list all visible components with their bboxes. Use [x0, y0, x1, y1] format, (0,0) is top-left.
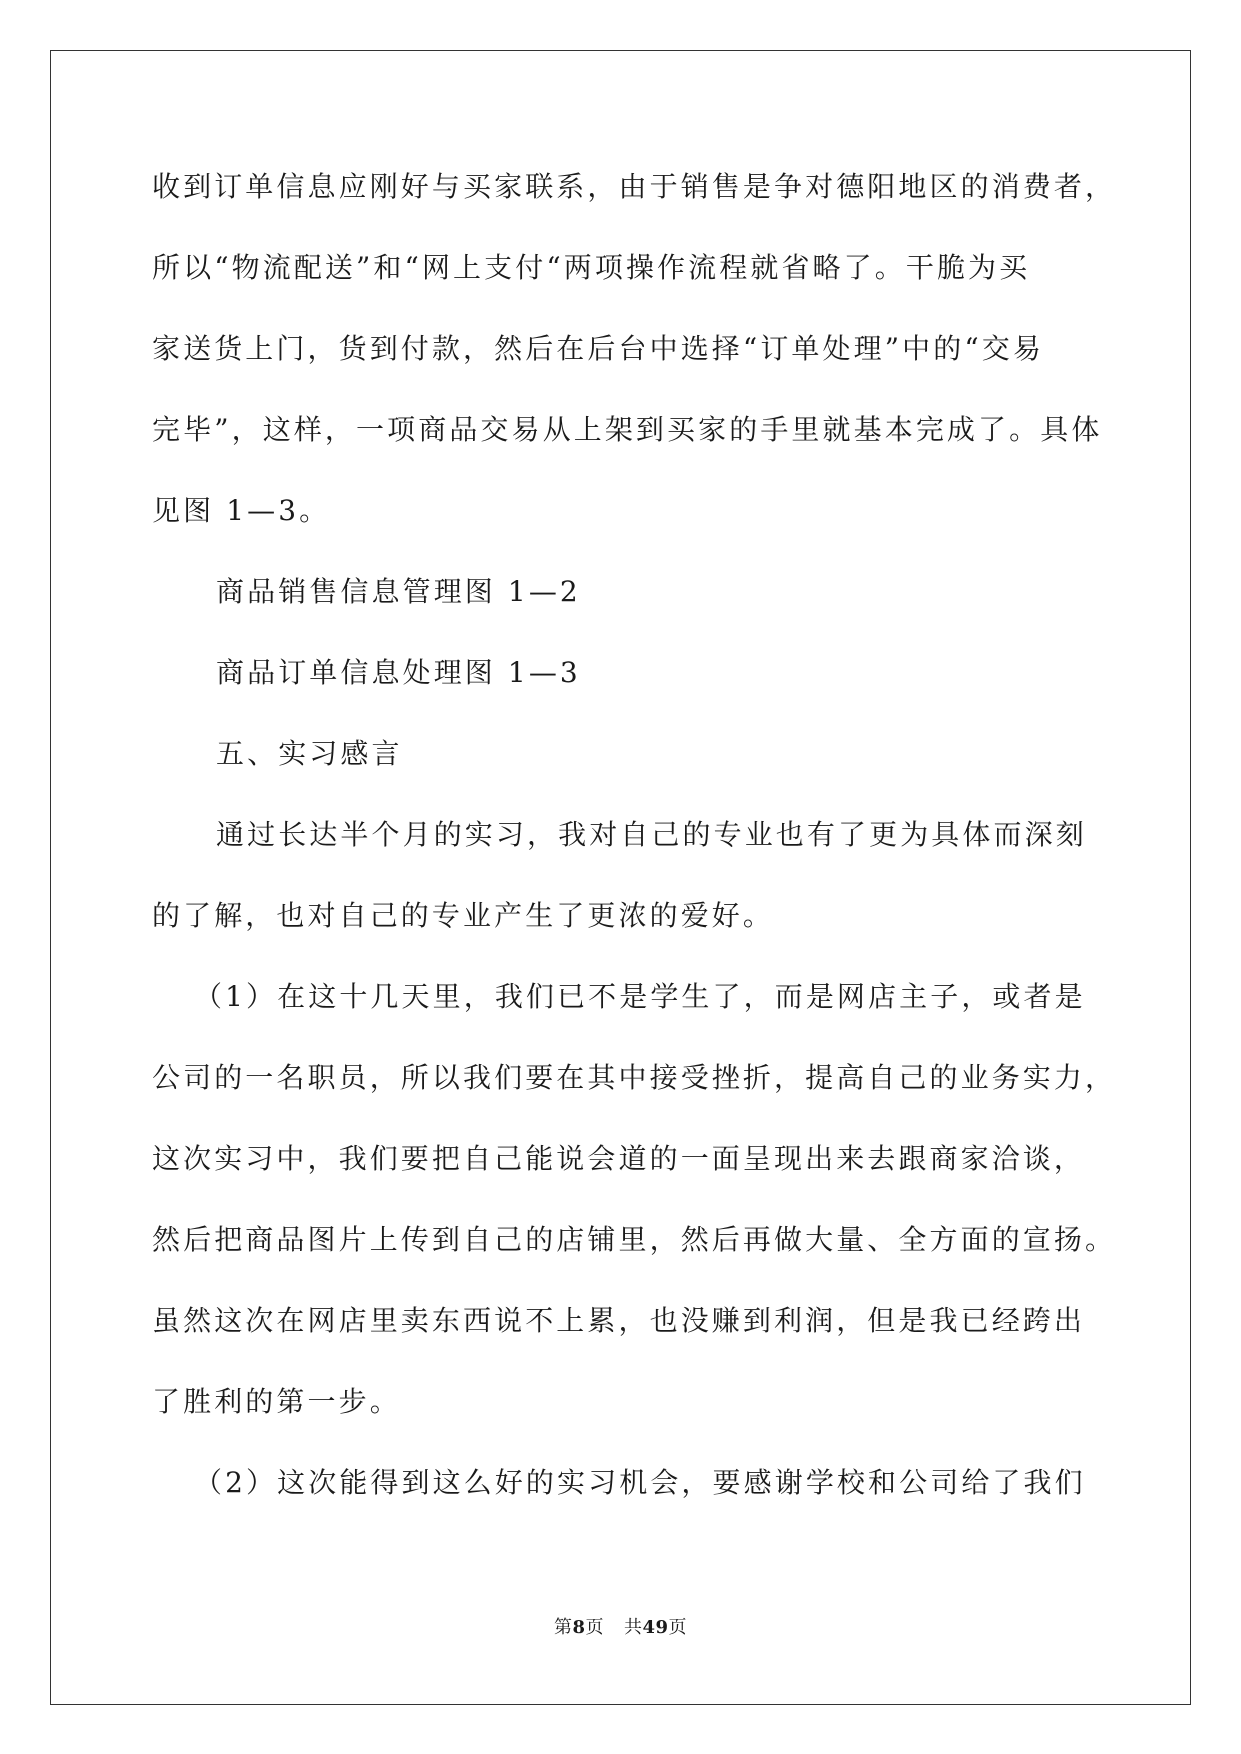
total-pages: 49: [642, 1617, 669, 1638]
text-line: 公司的一名职员，所以我们要在其中接受挫折，提高自己的业务实力，: [152, 1061, 1117, 1094]
page-footer: [0, 1613, 1241, 1639]
figure-caption: 商品订单信息处理图 1—3: [216, 656, 581, 689]
document-body: [152, 160, 1117, 1537]
text-line: 虽然这次在网店里卖东西说不上累，也没赚到利润，但是我已经跨出: [152, 1304, 1086, 1337]
text-line: 这次实习中，我们要把自己能说会道的一面呈现出来去跟商家洽谈，: [152, 1142, 1086, 1175]
text-line: 通过长达半个月的实习，我对自己的专业也有了更为具体而深刻: [216, 818, 1087, 851]
text-line: 家送货上门，货到付款，然后在后台中选择“订单处理”中的“交易: [152, 332, 1044, 365]
text-line: 所以“物流配送”和“网上支付“两项操作流程就省略了。干脆为买: [152, 251, 1031, 284]
page-suffix: 页: [585, 1617, 604, 1638]
text-line: 了胜利的第一步。: [152, 1385, 401, 1418]
section-heading: 五、实习感言: [216, 737, 403, 770]
text-line: （1）在这十几天里，我们已不是学生了，而是网店主子，或者是: [194, 980, 1086, 1013]
figure-caption: 商品销售信息管理图 1—2: [216, 575, 581, 608]
page-prefix: 第: [553, 1617, 573, 1638]
text-line: 的了解，也对自己的专业产生了更浓的爱好。: [152, 899, 775, 932]
text-line: 收到订单信息应刚好与买家联系，由于销售是争对德阳地区的消费者，: [152, 170, 1117, 203]
text-line: 然后把商品图片上传到自己的店铺里，然后再做大量、全方面的宣扬。: [152, 1223, 1117, 1256]
text-line: 完毕”，这样，一项商品交易从上架到买家的手里就基本完成了。具体: [152, 413, 1103, 446]
text-line: 见图 1—3。: [152, 494, 331, 527]
total-prefix: 共: [623, 1617, 643, 1638]
page-number: 8: [572, 1617, 586, 1638]
total-suffix: 页: [668, 1617, 688, 1638]
text-line: （2）这次能得到这么好的实习机会，要感谢学校和公司给了我们: [194, 1466, 1086, 1499]
